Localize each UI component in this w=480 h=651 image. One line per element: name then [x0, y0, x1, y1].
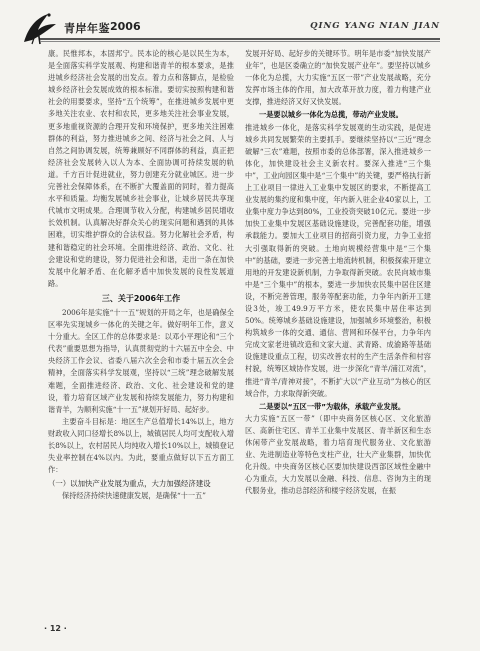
header-rule-thin [40, 41, 440, 42]
right-paragraph-1: 发展开好局、起好步的关键环节。明年是市委“加快发展产业年”，也是区委确立的“加快发展产业年”。要坚持以城乡一体化为总揽，大力实施“五区一带”产业发展战略，充分发挥市场主体的作用，加大改革开放力度，着力构建产业支撑，推进经济又好又快发展。 [245, 49, 431, 107]
page-number: · 12 · [44, 624, 67, 633]
left-paragraph-1: 康。民惟邦本，本固邦宁。民本论的核心是以民生为本，是全面落实科学发展观、构建和谐青羊的根本要求，是推进城乡经济社会发展的出发点。着力点和落脚点，是检验城乡经济社会发展成效的根本标准。要切实按照构建和谐社会的用要要求，坚持“五个统筹”，在推进城乡发展中更多地关注农业、农村和农民，更多地关注社会事业发展，更多地重视资源的合理开发和环境保护，更多地关注困难群体的利益，努力推进城乡之间、经济与社会之间、人与自然之间协调发展，统筹兼顾好不同群体的利益，真正把经济社会发展转入以人为本、全面协调可持续发展的轨道。千方百计促进就业，努力创建充分就业城区。进一步完善社会保障体系，在不断扩大覆盖面的同时，着力提高水平和质量。均衡发展城乡社会事业，让城乡居民共享现代城市文明成果。合理调节收入分配，构建城乡居民增收长效机制。认真解决好群众关心的现实问题和遇到的具体困难，切实维护群众的合法权益。努力化解社会矛盾，构建和谐稳定的社会环境。全面推进经济、政治、文化、社会建设和党的建设，努力促进社会和谐，走出一条在加快发展中化解矛盾、在化解矛盾中加快发展的良性发展道路。 [48, 49, 234, 288]
crane-logo-icon [18, 8, 62, 48]
subsection-heading: （一）以加快产业发展为重点，大力加强经济建设 [48, 479, 211, 489]
section-heading: 三、关于2006年工作 [101, 293, 181, 303]
yearbook-title-pinyin: QING YANG NIAN JIAN [310, 21, 440, 31]
page-header [0, 0, 480, 52]
yearbook-year: 2006 [110, 20, 141, 33]
yearbook-title: 青岸年鉴 [64, 22, 110, 35]
right-subheading-2: 二是要以“五区一带”为载体，承载产业发展。 [259, 401, 406, 411]
header-rule [40, 38, 440, 40]
left-paragraph-2: 2006年是实施“十一五”规划的开局之年，也是确保全区率先实现城乡一体化的关键之年。做好明年工作，意义十分重大。全区工作的总体要求是：以邓小平理论和“三个代表”重要思想为指导，认真贯彻党的十六届五中全会、中央经济工作会议、省委八届六次全会和市委十届五次全会精神，全面落实科学发展观，坚持以“三统”理念破解发展难题，全面推进经济、政治、文化、社会建设和党的建设，着力培育区域产业发展和持续发展能力，努力构建和谐青羊，为顺利实施“十一五”规划开好局、起好步。 [48, 307, 234, 414]
right-column [245, 48, 431, 497]
left-paragraph-4: 保持经济持续快速健康发展，是确保“十一五” [62, 491, 206, 501]
left-paragraph-3: 主要奋斗目标是：地区生产总值增长14%以上，地方财政收入同口径增长8%以上，城镇居民人均可支配收入增长8%以上，农村居民人均纯收入增长10%以上，城镇登记失业率控制在4%以内。为此，要重点做好以下五方面工作： [48, 416, 234, 475]
right-paragraph-2: 推进城乡一体化，是落实科学发展观的生动实践，是促进城乡共同发展繁荣的主要抓手。要继续坚持以“三近”理念破解“三农”难题，按照市委的总体部署，深入推进城乡一体化，加快建设社会主义新农村。要深入推进“三个集中”，工业向园区集中是“三个集中”的关键，要严格执行新上工业项目一律进入工业集中发展区的要求，不断提高工业发展的集约度和集中度，年内新入驻企业40家以上，工业集中度力争达到80%，工业投资突破10亿元。要进一步加快工业集中发展区基础设施建设，完善配套功能，增强承载能力。要加大工业项目的招商引资力度，力争工业招大引强取得新的突破。土地向规模经营集中是“三个集中”的基础，要进一步完善土地流转机制，积极探索开建立用地的开发建设新机制，力争取得新突破。农民向城市集中是“三个集中”的根本，要进一步加快农民集中居住区建设，不断完善管理，服务等配套功能，力争年内新开工建设3处，竣工49.9万平方米，使农民集中居住率达到50%。统筹城乡基础设施建设，加强城乡环境整治，积极构筑城乡一体的交通、通信、营网和环保平台，力争年内完成文家老进镇改造和文家大道、武青路、成渝路等基础设施建设重点工程，切实改善农村的生产生活条件和村容村貌，统筹区城协作发展，进一步深化“青羊/浦江对流”，推进“青羊/青神对接”，不断扩大以“产业互动”为核心的区域合作，力求取得新突破。 [245, 122, 431, 398]
right-subheading-1: 一是要以城乡一体化为总揽，带动产业发展。 [259, 110, 403, 120]
right-paragraph-3: 大力实施“五区一带”（即中央商务区核心区、文化旅游区、高新住宅区、青羊工业集中发展区、青羊新区和生态休闲带产业发展战略，着力培育现代服务业、文化旅游业、先进制造业等特色支柱产业，壮大产业集群，加快优化升级。中央商务区核心区要加快建设西部区域性金融中心为重点，大力发展以金融、科技、信息、咨询为主的现代服务业，推动总部经济和楼宇经济发展，在振 [245, 413, 431, 496]
left-column [48, 48, 234, 502]
